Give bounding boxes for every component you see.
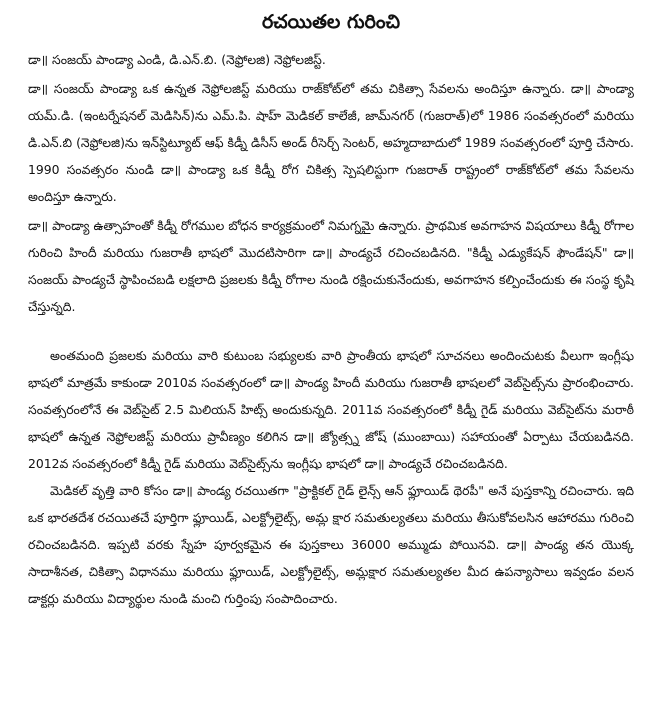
book-paragraph: మెడికల్ వృత్తి వారి కోసం డా॥ పాండ్య రచయితగా "ప్రాక్టికల్ గైడ్ లైన్స్ ఆన్ ఫ్లూయిడ్ థెరపీ" అనే పుస్తకాన్ని రచించారు. ఇది ఒక భారతదేశ రచయితచే పూర్తిగా ఫ్లూయిడ్, ఎలక్ట్రోలైట్స్, అమ్ల క్షార సమతుల్యతలు మరియు తీసుకోవలసిన ఆహారము గురించి రచించబడినది. ఇప్పటి వరకు స్నేహ పూర్వకమైన ఈ పుస్తకాలు 36000 అమ్ముడు పోయినవి. డా॥ పాండ్య తన యొక్క సాదాశీనత, చికిత్సా విధానము మరియు ఫ్లూయిడ్, ఎలక్ట్రోలైట్స్, అమ్లక్షార సమతుల్యతల మీద ఉపన్యాసాలు ఇవ్వడం వలన డాక్టర్లు మరియు విద్యార్థుల నుండి మంచి గుర్తింపు సంపాదించారు. (28, 483, 634, 606)
website-paragraph: అంతమంది ప్రజలకు మరియు వారి కుటుంబ సభ్యులకు వారి ప్రాంతీయ భాషలో సూచనలు అందించుటకు వీలుగా ఇంగ్లీషు భాషలో మాత్రమే కాకుండా 2010వ సంవత్సరంలో డా॥ పాండ్య హిందీ మరియు గుజరాతీ భాషలలో వెబ్‌సైట్స్‌ను ప్రారంభించారు. సంవత్సరంలోనే ఈ వెబ్‌సైట్ 2.5 మిలియన్ హిట్స్ అందుకున్నది. 2011వ సంవత్సరంలో కిడ్నీ గైడ్ మరియు వెబ్‌సైట్‌ను మరాఠీ భాషలో ఉన్నత నెఫ్రోలజిస్ట్ మరియు ప్రావీణ్యం కలిగిన డా॥ జ్యోత్స్న జోష్ (ముంబాయి) సహాయంతో ఏర్పాటు చేయబడినది. 2012వ సంవత్సరంలో కిడ్నీ గైడ్ మరియు వెబ్‌సైట్స్‌ను ఇంగ్లీషు భాషలో డా॥ పాండ్యచే రచించబడినది. (28, 348, 634, 471)
page-title: రచయితల గురించి (261, 11, 401, 33)
credentials-line: డా॥ సంజయ్ పాండ్యా ఎండి, డి.ఎన్.బి. (నెఫ్రోలజి) నెఫ్రోలజిస్ట్. (28, 52, 326, 67)
education-paragraph: డా॥ పాండ్యా ఉత్సాహంతో కిడ్నీ రోగముల బోధన కార్యక్రమంలో నిమగ్నమై ఉన్నారు. ప్రాథమిక అవగాహన విషయాలు కిడ్నీ రోగాల గురించి హిందీ మరియు గుజరాతీ భాషలో మొదటిసారిగా డా॥ పాండ్యచే రచించబడినది. "కిడ్నీ ఎడ్యుకేషన్ ఫౌండేషన్" డా॥ సంజయ్ పాండ్యచే స్థాపించబడి లక్షలాది ప్రజలకు కిడ్నీ రోగాల నుండి రక్షించుకునేందుకు, అవగాహన కల్పించేందుకు ఈ సంస్థ కృషి చేస్తున్నది. (28, 218, 634, 314)
spacer (28, 320, 634, 342)
bio-paragraph: డా॥ సంజయ్ పాండ్యా ఒక ఉన్నత నెఫ్రోలజిస్ట్ మరియు రాజ్‌కోట్‌లో తమ చికిత్సా సేవలను అందిస్తూ ఉన్నారు. డా॥ పాండ్యా యమ్.డి. (ఇంటర్నేషనల్ మెడిసిన్)ను ఎమ్.పి. షాహ్ మెడికల్ కాలేజీ, జామ్‌నగర్ (గుజరాత్)లో 1986 సంవత్సరంలో మరియు డి.ఎన్.బి (నెఫ్రోలజి)ను ఇన్‌స్టిట్యూట్ ఆఫ్ కిడ్నీ డిసీస్ అండ్ రీసెర్చ్ సెంటర్, అహ్మదాబాదులో 1989 సంవత్సరంలో పూర్తి చేసారు. 1990 సంవత్సరం నుండి డా॥ పాండ్యా ఒక కిడ్నీ రోగ చికిత్స స్పెషలిస్టుగా గుజరాత్ రాష్ట్రంలో రాజ్‌కోట్‌లో తమ సేవలను అందిస్తూ ఉన్నారు. (28, 81, 634, 204)
